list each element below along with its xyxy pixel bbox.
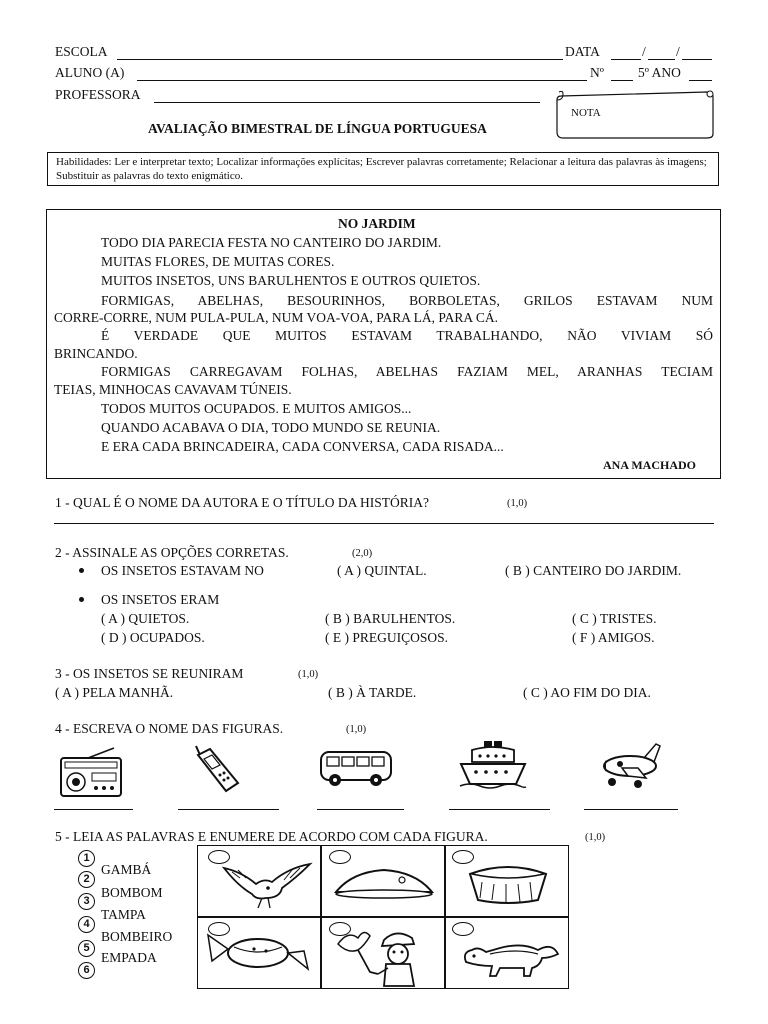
escola-field[interactable] (117, 59, 563, 60)
q1-answer-line[interactable] (54, 523, 714, 524)
q5-word: EMPADA (101, 950, 157, 965)
pie-icon (466, 860, 550, 906)
q4-points: (1,0) (346, 724, 367, 735)
professora-label: PROFESSORA (55, 87, 141, 102)
data-day-field[interactable] (611, 59, 641, 60)
story-line: E ERA CADA BRINCADEIRA, CADA CONVERSA, CADA RISADA... (101, 439, 504, 454)
story-line: FORMIGAS CARREGAVAM FOLHAS, ABELHAS FAZIAM MEL, ARANHAS TECIAM (101, 364, 713, 379)
story-line: TEIAS, MINHOCAS CAVAVAM TÚNEIS. (54, 382, 292, 397)
q5-number-circle[interactable]: 5 (78, 940, 95, 957)
q4-answer-radio[interactable] (54, 809, 133, 810)
q4-answer-ship[interactable] (449, 809, 550, 810)
exam-title: AVALIAÇÃO BIMESTRAL DE LÍNGUA PORTUGUESA (148, 121, 487, 136)
nota-label: NOTA (571, 107, 601, 119)
q2-option-f[interactable]: ( F ) AMIGOS. (572, 630, 655, 645)
cellphone-icon (192, 745, 242, 795)
data-label: DATA (565, 44, 600, 59)
q2-text: 2 - ASSINALE AS OPÇÕES CORRETAS. (55, 545, 289, 560)
q2-option-e[interactable]: ( E ) PREGUIÇOSOS. (325, 630, 449, 645)
bullet-icon (79, 568, 84, 573)
firefighter-icon (334, 924, 434, 988)
q5-number-circle[interactable]: 1 (78, 850, 95, 867)
q2-item1-option-b[interactable]: ( B ) CANTEIRO DO JARDIM. (505, 563, 682, 578)
q1-text: 1 - QUAL É O NOME DA AUTORA E O TÍTULO DA HISTÓRIA? (55, 495, 429, 510)
q5-number-circle[interactable]: 4 (78, 916, 95, 933)
escola-label: ESCOLA (55, 44, 108, 59)
q3-option-b[interactable]: ( B ) À TARDE. (328, 685, 417, 700)
aluno-field[interactable] (137, 80, 587, 81)
story-line: É VERDADE QUE MUITOS ESTAVAM TRABALHANDO, NÃO VIVIAM SÓ (101, 328, 713, 343)
story-line: TODO DIA PARECIA FESTA NO CANTEIRO DO JARDIM. (101, 235, 442, 250)
story-line: MUITAS FLORES, DE MUITAS CORES. (101, 254, 335, 269)
numero-label: Nº (590, 65, 604, 80)
q2-item1: OS INSETOS ESTAVAM NO (101, 563, 264, 578)
lid-icon (332, 862, 436, 906)
story-line: BRINCANDO. (54, 346, 138, 361)
q5-points: (1,0) (585, 832, 606, 843)
q5-text: 5 - LEIA AS PALAVRAS E ENUMERE DE ACORDO COM CADA FIGURA. (55, 829, 488, 844)
q4-text: 4 - ESCREVA O NOME DAS FIGURAS. (55, 721, 284, 736)
q2-item2: OS INSETOS ERAM (101, 592, 220, 607)
bullet-icon (79, 597, 84, 602)
story-title: NO JARDIM (338, 216, 416, 231)
story-line: CORRE-CORRE, NUM PULA-PULA, NUM VOA-VOA, PARA LÁ, PARA CÁ. (54, 310, 498, 325)
data-separator-1: / (642, 44, 646, 59)
story-line: QUANDO ACABAVA O DIA, TODO MUNDO SE REUNIA. (101, 420, 441, 435)
bus-icon (318, 748, 394, 788)
q2-option-a[interactable]: ( A ) QUIETOS. (101, 611, 190, 626)
bird-icon (222, 858, 314, 912)
skunk-icon (460, 932, 560, 978)
q2-option-b[interactable]: ( B ) BARULHENTOS. (325, 611, 456, 626)
story-author: ANA MACHADO (603, 458, 696, 472)
q5-word: GAMBÁ (101, 862, 152, 877)
q1-points: (1,0) (507, 498, 528, 509)
professora-field[interactable] (154, 102, 540, 103)
ano-field[interactable] (689, 80, 712, 81)
skills-box: Habilidades: Ler e interpretar texto; Localizar informações explícitas; Escrever palavras corretamente; Relacionar a leitura das palavras às imagens; Substituir as palavras do texto enigmático. (47, 152, 719, 186)
q3-text: 3 - OS INSETOS SE REUNIRAM (55, 666, 244, 681)
ship-icon (458, 738, 528, 794)
q5-number-circle[interactable]: 3 (78, 893, 95, 910)
story-line: TODOS MUITOS OCUPADOS. E MUITOS AMIGOS... (101, 401, 412, 416)
q5-number-circle[interactable]: 2 (78, 871, 95, 888)
numero-field[interactable] (611, 80, 633, 81)
q3-option-c[interactable]: ( C ) AO FIM DO DIA. (523, 685, 651, 700)
q2-option-c[interactable]: ( C ) TRISTES. (572, 611, 657, 626)
q5-word: BOMBOM (101, 885, 163, 900)
ano-label: 5º ANO (638, 65, 681, 80)
q2-item1-option-a[interactable]: ( A ) QUINTAL. (337, 563, 427, 578)
q3-points: (1,0) (298, 669, 319, 680)
q5-number-circle[interactable]: 6 (78, 962, 95, 979)
q4-answer-bus[interactable] (317, 809, 404, 810)
candy-icon (204, 927, 314, 979)
q4-answer-cellphone[interactable] (178, 809, 279, 810)
q3-option-a[interactable]: ( A ) PELA MANHÃ. (55, 685, 174, 700)
q2-points: (2,0) (352, 548, 373, 559)
data-separator-2: / (676, 44, 680, 59)
q5-word: BOMBEIRO (101, 929, 173, 944)
story-line: FORMIGAS, ABELHAS, BESOURINHOS, BORBOLETAS, GRILOS ESTAVAM NUM (101, 293, 713, 308)
airplane-icon (598, 740, 664, 792)
q4-answer-airplane[interactable] (584, 809, 678, 810)
q5-word: TAMPA (101, 907, 146, 922)
aluno-label: ALUNO (A) (55, 65, 125, 80)
data-month-field[interactable] (648, 59, 675, 60)
q2-option-d[interactable]: ( D ) OCUPADOS. (101, 630, 205, 645)
radio-icon (58, 746, 124, 798)
data-year-field[interactable] (682, 59, 712, 60)
story-line: MUITOS INSETOS, UNS BARULHENTOS E OUTROS QUIETOS. (101, 273, 481, 288)
